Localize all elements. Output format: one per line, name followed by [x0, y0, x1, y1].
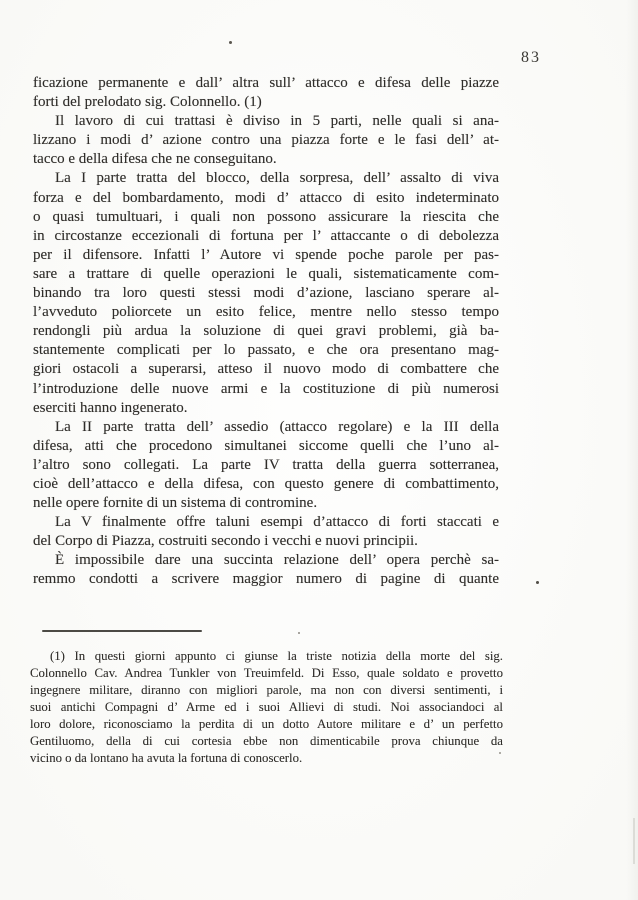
footnote-line: vicino o da lontano ha avuta la fortuna di conoscerlo. [30, 751, 303, 765]
text-line: forza e del bombardamento, modi d’ attacco di esito indeterminato [33, 189, 499, 206]
text-line: stantemente complicati per lo passato, e che ora presentano mag- [33, 342, 499, 359]
text-line: cioè dell’attacco e della difesa, con questo genere di combattimento, [33, 475, 499, 492]
text-line: tacco e della difesa che ne conseguitano. [33, 151, 277, 168]
text-line: sare a trattare di quelle operazioni le quali, sistematicamente com- [33, 265, 499, 282]
footnote-line: ingegnere militare, diranno con migliori parole, ma non con diversi sentimenti, i [30, 683, 503, 697]
text-line: o quasi tumultuari, i quali non possono assicurare la riescita che [33, 208, 499, 225]
text-line: La II parte tratta dell’ assedio (attacco regolare) e la III della [55, 418, 499, 435]
text-line: l’altro sono collegati. La parte IV tratta della guerra sotterranea, [33, 456, 499, 473]
text-line: binando tra loro questi stessi modi d’azione, lasciano sperare al- [33, 285, 499, 302]
text-line: nelle opere fornite di un sistema di contromine. [33, 495, 318, 512]
text-line: lizzano i modi d’ azione contro una piazza forte e le fasi dell’ at- [33, 132, 499, 149]
text-line: in circostanze eccezionali di fortuna per l’ attaccante o di debolezza [33, 227, 499, 244]
footnote-line: Colonnello Cav. Andrea Tunkler von Treuimfeld. Di Esso, quale soldato e provetto [30, 666, 503, 680]
text-line: del Corpo di Piazza, costruiti secondo i vecchi e nuovi principii. [33, 533, 418, 550]
text-line: giori ostacoli a superarsi, atteso il nuovo modo di combattere che [33, 361, 499, 378]
footnote-line: loro dolore, riconosciamo la perdita di un dotto Autore militare e d’ un perfetto [30, 717, 503, 731]
footnote-block [30, 648, 503, 767]
scan-speck [499, 752, 501, 754]
footnote-line: (1) In questi giorni appunto ci giunse la triste notizia della morte del sig. [50, 649, 503, 663]
text-line: l’avveduto poliorcete un esito felice, mentre nello stesso tempo [33, 304, 499, 321]
footnote-separator [42, 630, 202, 632]
text-line: È impossibile dare una succinta relazione dell’ opera perchè sa- [55, 552, 499, 569]
text-line: ficazione permanente e dall’ altra sull’ attacco e difesa delle piazze [33, 75, 499, 91]
text-line: forti del prelodato sig. Colonnello. (1) [33, 94, 262, 111]
scan-speck [298, 632, 300, 634]
scan-speck [229, 41, 232, 44]
text-line: remmo condotti a scrivere maggior numero di pagine di quante [33, 571, 499, 588]
text-line: rendongli più ardua la soluzione di quei gravi problemi, già ba- [33, 323, 499, 340]
text-line: eserciti hanno ingenerato. [33, 399, 188, 416]
text-line: La V finalmente offre taluni esempi d’attacco di forti staccati e [55, 514, 499, 531]
footnote-line: Gentiluomo, della di cui cortesia ebbe non dimenticabile prova chiunque da [30, 734, 503, 748]
text-line: Il lavoro di cui trattasi è diviso in 5 parti, nelle quali si ana- [55, 113, 499, 130]
footnote-line: suoi antichi Compagni d’ Arme ed i suoi Allievi di studi. Noi associandoci al [30, 700, 503, 714]
text-line: per il difensore. Infatti l’ Autore vi spende poche parole per pas- [33, 246, 499, 263]
scan-speck [536, 581, 539, 584]
text-line: l’introduzione delle nuove armi e la costituzione di più numerosi [33, 380, 499, 397]
scan-edge-artifact [633, 818, 635, 864]
text-line: La I parte tratta del blocco, della sorpresa, dell’ assalto di viva [55, 170, 499, 187]
page-number: 83 [521, 49, 541, 66]
main-text-block [33, 74, 499, 590]
text-line: difesa, atti che procedono simultanei siccome quelli che l’uno al- [33, 437, 499, 454]
